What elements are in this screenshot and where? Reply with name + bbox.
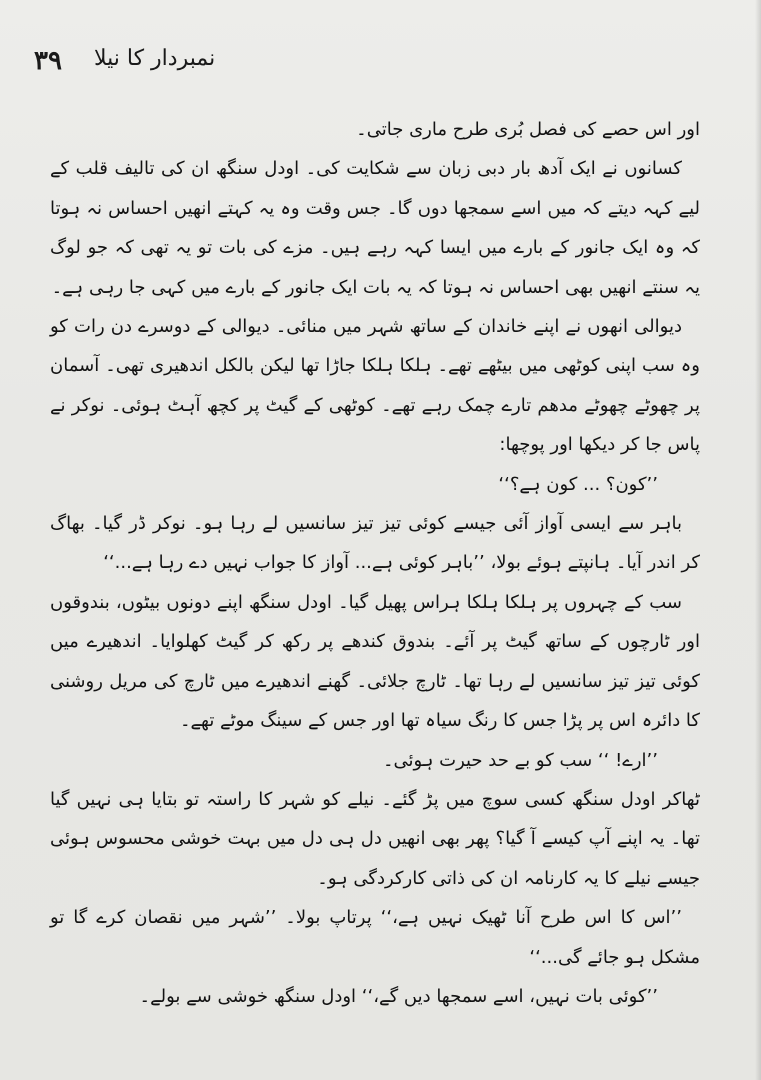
page-edge-shadow [755, 0, 761, 1080]
dialogue-line: ’’ارے! ‘‘ سب کو بے حد حیرت ہوئی۔ [383, 749, 658, 771]
paragraph: اور اس حصے کی فصل بُری طرح ماری جاتی۔ [356, 119, 700, 140]
dialogue-line: ’’کون؟ ... کون ہے؟‘‘ [498, 473, 658, 495]
paragraph: سب کے چہروں پر ہلکا ہلکا ہراس پھیل گیا۔ اودل سنگھ اپنے دونوں بیٹوں، بندوقوں اور ٹارچوں کے ساتھ گیٹ پر آئے۔ بندوق کندھے پر رکھ کر گیٹ کھلوایا۔ اندھیرے میں کوئی تیز تیز سانسیں لے رہا تھا۔ ٹارچ جلائی۔ گھنے اندھیرے میں ٹارچ کی مریل روشنی کا دائرہ اس پر پڑا جس کا رنگ سیاہ تھا اور جس کے سینگ موٹے تھے۔ [50, 591, 700, 732]
paragraph: باہر سے ایسی آواز آئی جیسے کوئی تیز تیز سانسیں لے رہا ہو۔ نوکر ڈر گیا۔ بھاگ کر اندر آیا۔ ہانپتے ہوئے بولا، ’’باہر کوئی ہے... آواز کا جواب نہیں دے رہا ہے...‘‘ [50, 513, 700, 574]
paragraph: ٹھاکر اودل سنگھ کسی سوچ میں پڑ گئے۔ نیلے کو شہر کا راستہ تو بتایا ہی نہیں گیا تھا۔ یہ اپنے آپ کیسے آ گیا؟ پھر بھی انھیں دل ہی دل میں بہت خوشی محسوس ہوئی جیسے نیلے کا یہ کارنامہ ان کی ذاتی کارکردگی ہو۔ [50, 788, 700, 889]
paragraph: ’’اس کا اس طرح آنا ٹھیک نہیں ہے،‘‘ پرتاپ بولا۔ ’’شہر میں نقصان کرے گا تو مشکل ہو جائے گی...‘‘ [50, 907, 700, 968]
page-number: ۳۹ [34, 46, 62, 76]
paragraph: دیوالی انھوں نے اپنے خاندان کے ساتھ شہر میں منائی۔ دیوالی کے دوسرے دن رات کو وہ سب اپنی کوٹھی میں بیٹھے تھے۔ ہلکا ہلکا جاڑا تھا لیکن بالکل اندھیری تھی۔ آسمان پر چھوٹے چھوٹے مدھم تارے چمک رہے تھے۔ کوٹھی کے گیٹ پر کچھ آہٹ ہوئی۔ نوکر نے پاس جا کر دیکھا اور پوچھا: [50, 316, 700, 456]
body-text [50, 110, 700, 1016]
running-title: نمبردار کا نیلا [94, 46, 216, 71]
dialogue-line: ’’کوئی بات نہیں، اسے سمجھا دیں گے،‘‘ اودل سنگھ خوشی سے بولے۔ [139, 985, 658, 1007]
paragraph: کسانوں نے ایک آدھ بار دبی زبان سے شکایت کی۔ اودل سنگھ ان کی تالیف قلب کے لیے کہہ دیتے کہ میں اسے سمجھا دوں گا۔ جس وقت وہ یہ کہتے انھیں احساس نہ ہوتا کہ وہ ایک جانور کے بارے میں ایسا کہہ رہے ہیں۔ مزے کی بات تو یہ تھی کہ جو لوگ یہ سنتے انھیں بھی احساس نہ ہوتا کہ یہ بات ایک جانور کے بارے میں کہی جا رہی ہے۔ [50, 158, 700, 298]
page-header [34, 42, 714, 82]
